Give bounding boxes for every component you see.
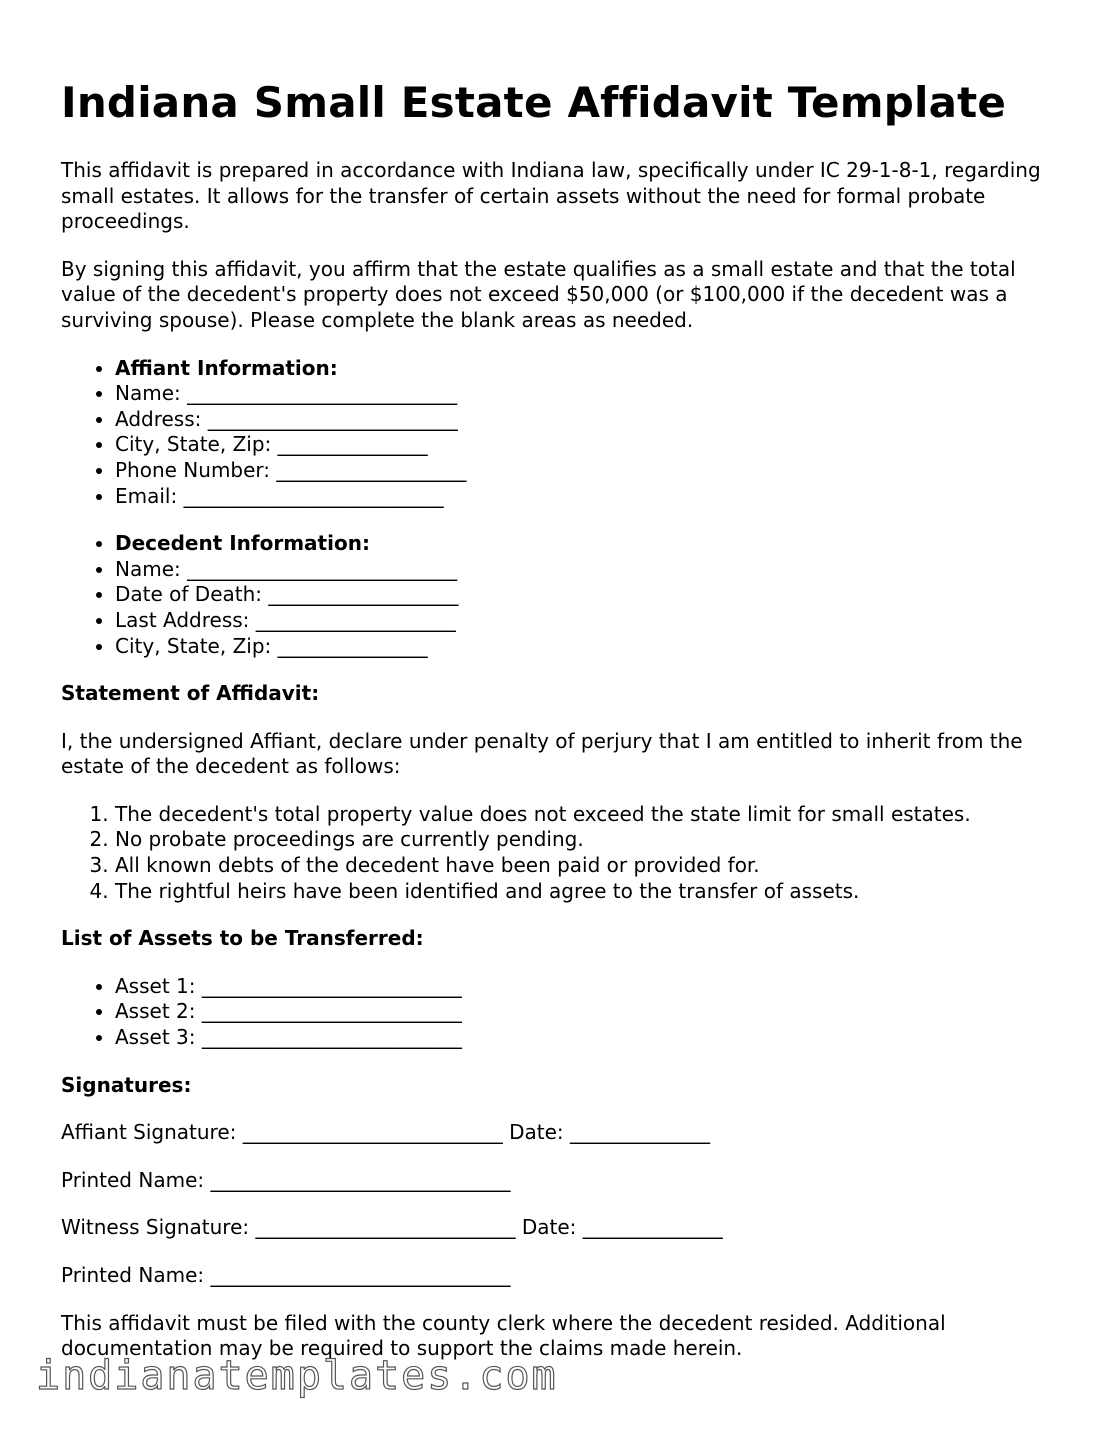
assets-heading: List of Assets to be Transferred: — [61, 926, 424, 951]
decedent-last-address-field[interactable]: • Last Address: ____________________ — [115, 608, 1051, 634]
affiant-name-field[interactable]: • Name: ___________________________ — [115, 381, 1051, 407]
decedent-info-list — [61, 531, 1051, 659]
watermark: indianatemplates.com — [36, 1353, 558, 1399]
affiant-printed-name-line[interactable]: Printed Name: ______________________________ — [61, 1167, 511, 1192]
witness-printed-name-line[interactable]: Printed Name: ______________________________ — [61, 1263, 511, 1287]
document — [61, 74, 1051, 1362]
decedent-date-of-death-field[interactable]: • Date of Death: ___________________ — [115, 582, 1051, 608]
page-title: Indiana Small Estate Affidavit Template — [61, 78, 1007, 127]
intro-paragraph-2: By signing this affidavit, you affirm that the estate qualifies as a small estate and that the total value of the decedent's property does not exceed $50,000 (or $100,000 if the decedent was a surviving spouse). Please complete the blank areas as needed. — [61, 256, 1016, 332]
affiant-email-field[interactable]: • Email: __________________________ — [115, 484, 1051, 510]
affiant-signature-line[interactable]: Affiant Signature: __________________________ Date: ______________ — [61, 1120, 710, 1145]
decedent-info-heading: • Decedent Information: — [115, 531, 1051, 557]
statement-heading: Statement of Affidavit: — [61, 681, 320, 706]
affiant-info-heading: • Affiant Information: — [115, 356, 1051, 382]
asset-2-field[interactable]: • Asset 2: __________________________ — [115, 999, 1051, 1025]
decedent-city-state-zip-field[interactable]: • City, State, Zip: _______________ — [115, 634, 1051, 660]
intro-paragraph-1: This affidavit is prepared in accordance with Indiana law, specifically under IC 29-1-8-1, regarding small estates. It allows for the transfer of certain assets without the need for formal probate proceedings. — [61, 158, 1041, 234]
signatures-heading: Signatures: — [61, 1072, 192, 1097]
asset-1-field[interactable]: • Asset 1: __________________________ — [115, 974, 1051, 1000]
statement-item: 1. The decedent's total property value does not exceed the state limit for small estates. — [115, 802, 1051, 828]
witness-signature-line[interactable]: Witness Signature: __________________________ Date: ______________ — [61, 1215, 723, 1240]
statement-text: I, the undersigned Affiant, declare under penalty of perjury that I am entitled to inherit from the estate of the decedent as follows: — [61, 728, 1023, 779]
statement-list — [61, 802, 1051, 904]
statement-item: 3. All known debts of the decedent have been paid or provided for. — [115, 853, 1051, 879]
affiant-city-state-zip-field[interactable]: • City, State, Zip: _______________ — [115, 432, 1051, 458]
affiant-phone-field[interactable]: • Phone Number: ___________________ — [115, 458, 1051, 484]
decedent-name-field[interactable]: • Name: ___________________________ — [115, 557, 1051, 583]
affiant-info-list — [61, 356, 1051, 510]
statement-item: 2. No probate proceedings are currently pending. — [115, 827, 1051, 853]
filing-note: This affidavit must be filed with the county clerk where the decedent resided. Additional documentation may be required to support the claims made herein. — [61, 1310, 946, 1361]
affiant-address-field[interactable]: • Address: _________________________ — [115, 407, 1051, 433]
assets-list — [61, 974, 1051, 1051]
statement-item: 4. The rightful heirs have been identified and agree to the transfer of assets. — [115, 879, 1051, 905]
asset-3-field[interactable]: • Asset 3: __________________________ — [115, 1025, 1051, 1051]
